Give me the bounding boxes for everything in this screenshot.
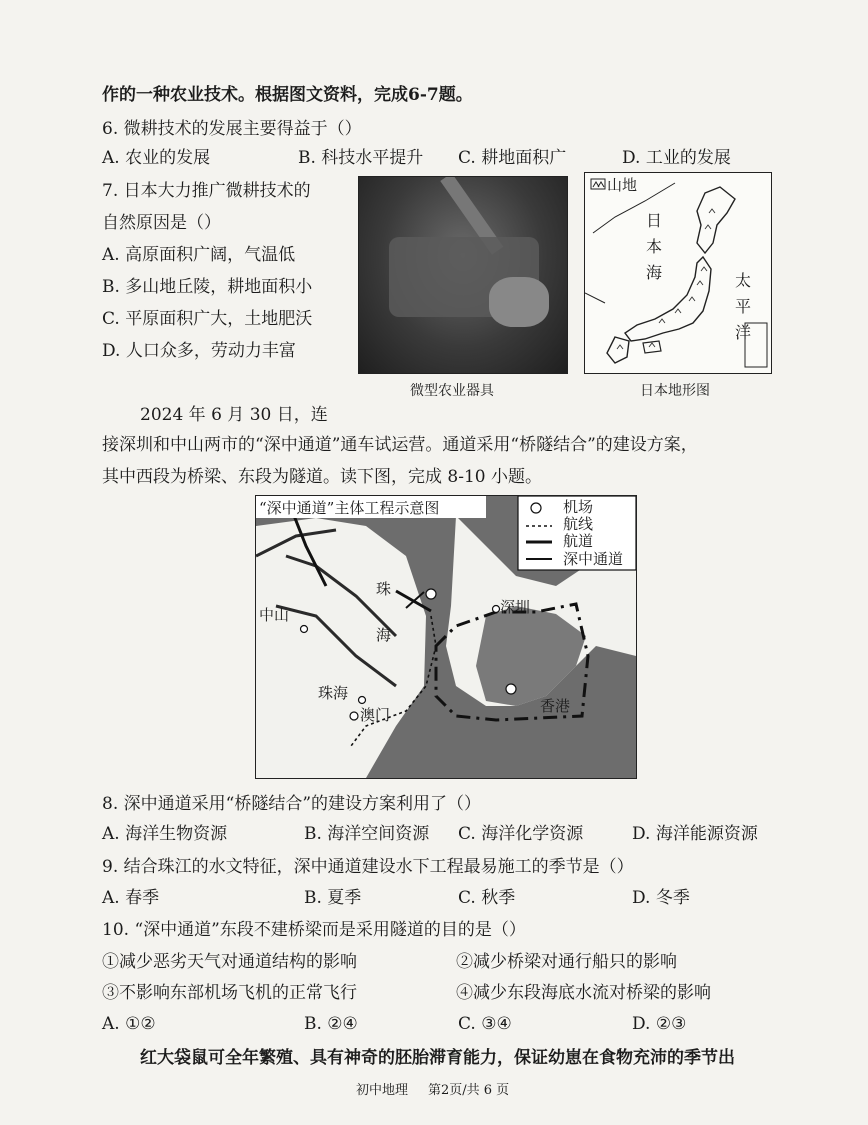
q10-item-1: ①减少恶劣天气对通道结构的影响 bbox=[102, 952, 357, 972]
mountain-legend-box bbox=[591, 179, 605, 189]
q10-option-c: C. ③④ bbox=[458, 1014, 512, 1034]
zhongshan-dot bbox=[301, 626, 308, 633]
q7-option-d: D. 人口众多，劳动力丰富 bbox=[102, 341, 296, 361]
q6-option-c: C. 耕地面积广 bbox=[458, 148, 567, 168]
airport-icon bbox=[426, 589, 436, 599]
sea-char-2: 本 bbox=[646, 237, 663, 256]
q10-stem: 10. “深中通道”东段不建桥梁而是采用隧道的目的是（） bbox=[102, 920, 526, 940]
sea-char-3: 海 bbox=[646, 263, 663, 282]
q9-option-a: A. 春季 bbox=[102, 888, 160, 908]
legend-airport-icon bbox=[531, 503, 541, 513]
q10-item-2: ②减少桥梁对通行船只的影响 bbox=[456, 952, 677, 972]
q7-stem-1: 7. 日本大力推广微耕技术的 bbox=[102, 181, 311, 201]
ocean-char-3: 洋 bbox=[735, 323, 752, 342]
q6-stem: 6. 微耕技术的发展主要得益于（） bbox=[102, 119, 362, 139]
kyushu-outline bbox=[607, 337, 629, 363]
zhuhai-dot bbox=[359, 697, 366, 704]
footer-subject: 初中地理 bbox=[356, 1083, 409, 1098]
q8-option-a: A. 海洋生物资源 bbox=[102, 824, 228, 844]
passage-line-1: 2024 年 6 月 30 日，连 bbox=[140, 405, 328, 425]
japan-map-caption: 日本地形图 bbox=[640, 383, 710, 399]
q9-stem: 9. 结合珠江的水文特征，深中通道建设水下工程最易施工的季节是（） bbox=[102, 857, 634, 877]
tiller-wheel bbox=[489, 277, 549, 327]
intro-line: 作的一种农业技术。根据图文资料，完成6-7题。 bbox=[102, 85, 473, 105]
q9-option-d: D. 冬季 bbox=[632, 888, 690, 908]
macau-dot bbox=[350, 712, 358, 720]
q7-option-c: C. 平原面积广大，土地肥沃 bbox=[102, 309, 313, 329]
label-hai: 海 bbox=[376, 626, 392, 644]
honshu-outline bbox=[625, 257, 711, 341]
q9-option-c: C. 秋季 bbox=[458, 888, 516, 908]
legend-route: 航线 bbox=[563, 515, 594, 533]
micro-tiller-photo bbox=[358, 176, 568, 374]
label-zhuhai: 珠海 bbox=[318, 684, 349, 702]
q8-option-d: D. 海洋能源资源 bbox=[632, 824, 758, 844]
hongkong-dot bbox=[506, 684, 516, 694]
closing-line: 红大袋鼠可全年繁殖、具有神奇的胚胎滞育能力，保证幼崽在食物充沛的季节出 bbox=[140, 1048, 735, 1068]
ocean-char-1: 太 bbox=[735, 271, 752, 290]
passage-line-3: 其中西段为桥梁、东段为隧道。读下图，完成 8-10 小题。 bbox=[102, 467, 542, 487]
shenzhen-dot bbox=[493, 606, 500, 613]
passage-line-2: 接深圳和中山两市的“深中通道”通车试运营。通道采用“桥隧结合”的建设方案， bbox=[102, 435, 698, 455]
hokkaido-outline bbox=[697, 187, 735, 253]
label-zhongshan: 中山 bbox=[259, 606, 290, 624]
legend-airport: 机场 bbox=[563, 498, 594, 516]
legend-waterway: 航道 bbox=[563, 532, 594, 550]
map-title: “深中通道”主体工程示意图 bbox=[259, 499, 440, 517]
q7-stem-2: 自然原因是（） bbox=[102, 213, 221, 233]
q10-item-3: ③不影响东部机场飞机的正常飞行 bbox=[102, 983, 357, 1003]
q6-option-d: D. 工业的发展 bbox=[622, 148, 731, 168]
q8-option-b: B. 海洋空间资源 bbox=[304, 824, 430, 844]
legend-channel: 深中通道 bbox=[563, 550, 624, 568]
q9-option-b: B. 夏季 bbox=[304, 888, 362, 908]
japan-legend-label: 山地 bbox=[607, 176, 638, 194]
q10-option-a: A. ①② bbox=[102, 1014, 156, 1034]
label-hongkong: 香港 bbox=[540, 697, 571, 715]
mountain-legend-icon bbox=[593, 182, 604, 187]
q6-option-a: A. 农业的发展 bbox=[102, 148, 211, 168]
photo-caption: 微型农业器具 bbox=[410, 383, 494, 399]
label-macau: 澳门 bbox=[360, 706, 391, 724]
q10-option-d: D. ②③ bbox=[632, 1014, 687, 1034]
west-land bbox=[256, 518, 426, 778]
label-shenzhen: 深圳 bbox=[500, 598, 531, 616]
sea-char-1: 日 bbox=[646, 211, 663, 230]
q10-item-4: ④减少东段海底水流对桥梁的影响 bbox=[456, 983, 711, 1003]
q10-option-b: B. ②④ bbox=[304, 1014, 358, 1034]
q7-option-a: A. 高原面积广阔，气温低 bbox=[102, 245, 296, 265]
footer-page: 第2页/共 6 页 bbox=[428, 1083, 510, 1098]
q8-option-c: C. 海洋化学资源 bbox=[458, 824, 584, 844]
q6-option-b: B. 科技水平提升 bbox=[298, 148, 424, 168]
q7-option-b: B. 多山地丘陵，耕地面积小 bbox=[102, 277, 313, 297]
ocean-char-2: 平 bbox=[735, 297, 752, 316]
q8-stem: 8. 深中通道采用“桥隧结合”的建设方案利用了（） bbox=[102, 794, 482, 814]
label-zhu: 珠 bbox=[376, 580, 392, 598]
